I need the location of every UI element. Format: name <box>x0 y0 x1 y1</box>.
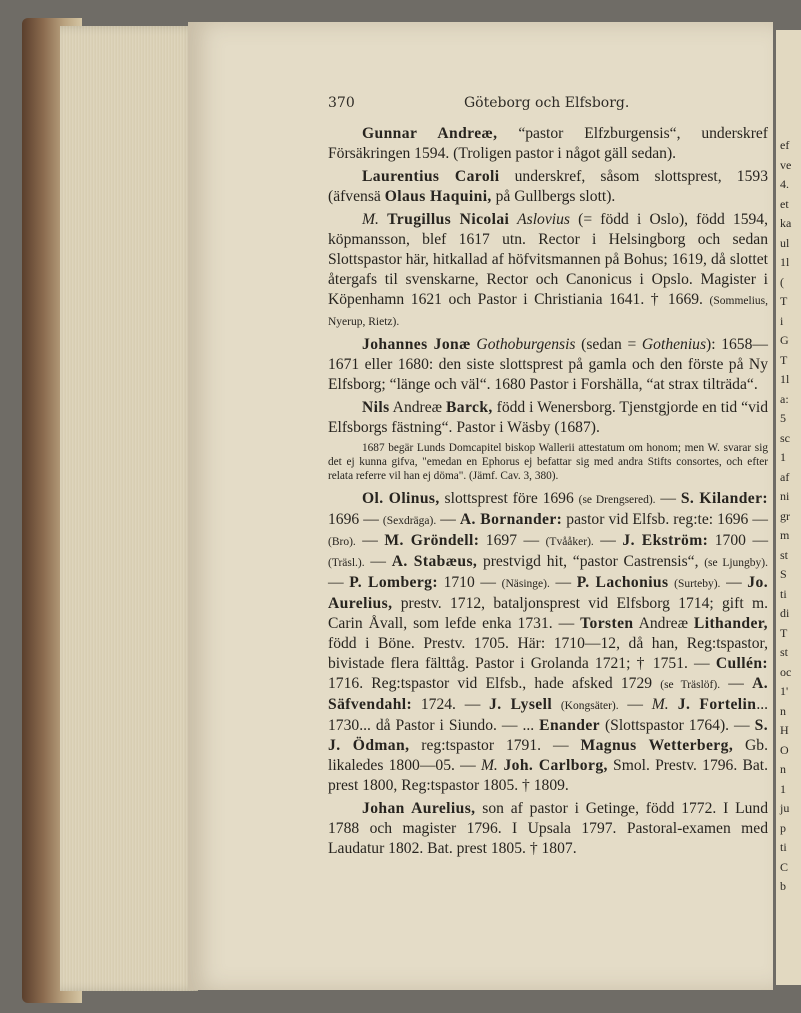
text: son af pastor i Getinge, född 1772. I Lund 1788 och magister 1796. I Upsala 1797. Pastoral-examen med Laudatur 1802. Bat. prest 1805. † 1807. <box>328 800 768 857</box>
next-page-fragment: et <box>780 196 789 211</box>
entry-johannes-jonae <box>328 335 768 395</box>
text: — <box>355 532 385 549</box>
name: P. Lachonius <box>576 574 669 591</box>
text: — <box>549 574 577 591</box>
text: underskref, såsom slottsprest, 1593 (äfvensä <box>328 168 768 205</box>
next-page-fragment: p <box>780 820 786 835</box>
title-abbrev: M. <box>362 211 379 228</box>
name: S. Kilander: <box>680 490 769 507</box>
text: 1696 — <box>328 511 383 528</box>
text: — <box>720 675 753 692</box>
name: Torsten <box>580 615 634 632</box>
text: — <box>720 574 748 591</box>
next-page-fragment: 1l <box>780 255 790 269</box>
ref: (Surteby). <box>674 578 721 590</box>
next-page-fragment: ve <box>780 157 792 172</box>
next-page-fragment: oc <box>780 664 792 679</box>
next-page-fragment: C <box>780 859 789 874</box>
ref: (Träsl.). <box>328 557 365 569</box>
next-page-fragment: n <box>780 703 786 718</box>
text: Smol. Prestv. 1796. Bat. prest 1800, Reg:tspastor 1805. † 1809. <box>328 757 768 794</box>
name: J. Fortelin <box>668 696 757 713</box>
next-page-fragment: di <box>780 606 790 620</box>
next-page-fragment: ka <box>780 216 792 230</box>
name: Lithander, <box>693 615 768 632</box>
text: 1716. Reg:tspastor vid Elfsb., hade afsked 1729 <box>328 675 661 692</box>
ref: (se Ljungby). <box>704 557 768 569</box>
next-page-fragment: a: <box>780 391 789 406</box>
text: slottsprest före 1696 <box>439 490 579 507</box>
text: ): 1658—1671 eller 1680: den siste slottsprest på gamla och den förste på Ny Elfsborg; “länge och väl“. 1680 Pastor i Forshälla, “at strax tilträda“. <box>328 336 768 393</box>
text: (= född i Oslo), född 1594, köpmansson, blef 1617 utn. Rector i Helsingborg och sedan Slottspastor här, hitkallad af höfvitsmannen på Bohus; 1619, då slottet återgafs til svenskarne, Rector och Canonicus i Opslo. Magister i Köpenhamn 1621 och Pastor i Christiania 1641. † 1669. <box>328 211 768 308</box>
name: Johan Aurelius, <box>362 800 476 817</box>
ref: (Bro). <box>328 536 356 548</box>
entry-gunnar-andreae <box>328 124 768 164</box>
next-page-fragment: ul <box>780 235 790 250</box>
name: Jo. Aurelius, <box>328 574 768 612</box>
ref: (Tvååker). <box>545 536 594 548</box>
next-page-fragment: G <box>780 333 789 347</box>
next-page-fragment: gr <box>780 508 790 523</box>
next-page-fragment: 5 <box>780 411 786 425</box>
text: på Gullbergs slott). <box>491 188 616 205</box>
next-page-fragment: 1l <box>780 372 790 386</box>
text <box>552 696 561 713</box>
page-edges <box>60 26 198 991</box>
next-page-fragment: T <box>780 352 788 367</box>
ref: (se Träslöf). <box>660 679 721 691</box>
name: J. Lysell <box>489 696 553 713</box>
name: A. Stabæus, <box>391 553 478 570</box>
next-page-fragment: st <box>780 547 789 562</box>
page-text <box>328 124 768 862</box>
name: Enander <box>539 717 600 734</box>
next-page-fragment: ni <box>780 489 790 503</box>
text: — <box>618 696 652 713</box>
text: reg:tspastor 1791. — <box>409 737 581 754</box>
text: 1700 — <box>708 532 769 549</box>
next-page-fragment: T <box>780 294 788 308</box>
ref: (se Drengsered). <box>578 494 656 506</box>
next-page-fragment: m <box>780 528 790 542</box>
text: Andreæ <box>389 399 446 416</box>
page-title: Göteborg och Elfsborg. <box>464 95 630 111</box>
ref: (Kongsäter). <box>560 700 619 712</box>
text: Gb. likaledes 1800—05. — <box>328 737 768 774</box>
footnote: 1687 begär Lunds Domcapitel biskop Wallerii attestatum om honom; men W. svarar sig det ej kunna gifva, "emedan en Ephorus ej befattar sig med andra Stifts consortes, och efter relata referre vil han ej döma". (Jämf. Cav. 3, 380). <box>328 442 768 482</box>
title-abbrev: M. <box>651 696 669 713</box>
next-page-fragment: sc <box>780 430 790 445</box>
next-page-fragment: ef <box>780 138 790 152</box>
next-page-fragment: 1 <box>780 781 786 796</box>
text: — <box>364 553 392 570</box>
next-page-fragment: 1 <box>780 450 786 464</box>
page-number: 370 <box>328 95 355 111</box>
entry-laurentius-caroli <box>328 167 768 207</box>
next-page-fragment: ti <box>780 586 787 601</box>
name: Trugillus Nicolai <box>378 211 510 228</box>
text: prestv. 1712, bataljonsprest vid Elfsborg 1714; gift m. Carin Åvall, som lefde enka 1731. — <box>328 595 768 632</box>
epithet: Gothoburgensis <box>470 336 576 353</box>
name: M. Gröndell: <box>384 532 480 549</box>
title-abbrev: M. <box>480 757 498 774</box>
text: — <box>593 532 623 549</box>
next-page-fragment: 1' <box>780 684 789 698</box>
text: — <box>328 574 350 591</box>
text: född i Böne. Prestv. 1705. Här: 1710—12, då han, Reg:tspastor, bivistade flera fälttåg. Pastor i Grolanda 1721; † 1751. — <box>328 635 768 672</box>
epithet: Gothenius <box>641 336 707 353</box>
name: P. Lomberg: <box>349 574 438 591</box>
next-page-fragment: H <box>780 723 789 737</box>
text: 1710 — <box>437 574 502 591</box>
name: Gunnar Andreæ, <box>362 125 498 142</box>
name: Joh. Carlborg, <box>497 757 608 774</box>
name: J. Ekström: <box>622 532 709 549</box>
name: Magnus Wetterberg, <box>580 737 734 754</box>
text: ... 1730... då Pastor i Siundo. — ... <box>328 696 769 734</box>
name: Laurentius Caroli <box>362 168 500 185</box>
text: — <box>436 511 460 528</box>
name: Ol. Olinus, <box>362 490 440 507</box>
next-page-fragment: i <box>780 313 784 328</box>
text: “pastor Elfzburgensis“, underskref Försäkringen 1594. (Troligen pastor i något gäll sedan). <box>328 125 768 162</box>
entry-list-slottsprestar <box>328 489 768 796</box>
text: — <box>655 490 681 507</box>
next-page-edge <box>776 30 801 985</box>
name: Johannes Jonæ <box>362 336 471 353</box>
next-page-fragment: ( <box>780 274 784 289</box>
name: A. Bornander: <box>459 511 563 528</box>
text: pastor vid Elfsb. reg:te: 1696 — <box>562 511 768 528</box>
text: (sedan = <box>575 336 642 353</box>
name: Nils <box>362 399 390 416</box>
epithet: Aslovius <box>509 211 570 228</box>
name: Olaus Haquini, <box>384 188 492 205</box>
name: S. J. Ödman, <box>328 717 768 754</box>
next-page-fragment: ti <box>780 840 787 854</box>
entry-trugillus-nicolai <box>328 210 768 332</box>
text: 1697 — <box>479 532 546 549</box>
next-page-fragment: O <box>780 742 789 757</box>
ref: (Sexdräga). <box>382 515 437 527</box>
text: (Slottspastor 1764). — <box>600 717 755 734</box>
next-page-fragment: 4. <box>780 177 789 191</box>
next-page-fragment: S <box>780 567 787 581</box>
next-page-fragment: n <box>780 762 786 776</box>
text: prestvigd hit, “pastor Castrensis“, <box>477 553 705 570</box>
next-page-fragment: ju <box>780 801 790 815</box>
name: A. Säfvendahl: <box>328 675 769 713</box>
name: Barck, <box>445 399 493 416</box>
text: Andreæ <box>633 615 694 632</box>
entry-johan-aurelius <box>328 799 768 859</box>
text: född i Wenersborg. Tjenstgjorde en tid “vid Elfsborgs fästning“. Pastor i Wäsby (1687). <box>328 399 768 436</box>
next-page-fragment: T <box>780 625 788 640</box>
name: Cullén: <box>715 655 768 672</box>
entry-nils-barck <box>328 398 768 438</box>
ref: (Näsinge). <box>501 578 550 590</box>
next-page-fragment: st <box>780 645 789 659</box>
next-page-fragment: b <box>780 879 786 893</box>
source: (Sommelius, Nyerup, Rietz). <box>328 295 768 328</box>
text: 1724. — <box>412 696 490 713</box>
next-page-fragment: af <box>780 469 790 484</box>
